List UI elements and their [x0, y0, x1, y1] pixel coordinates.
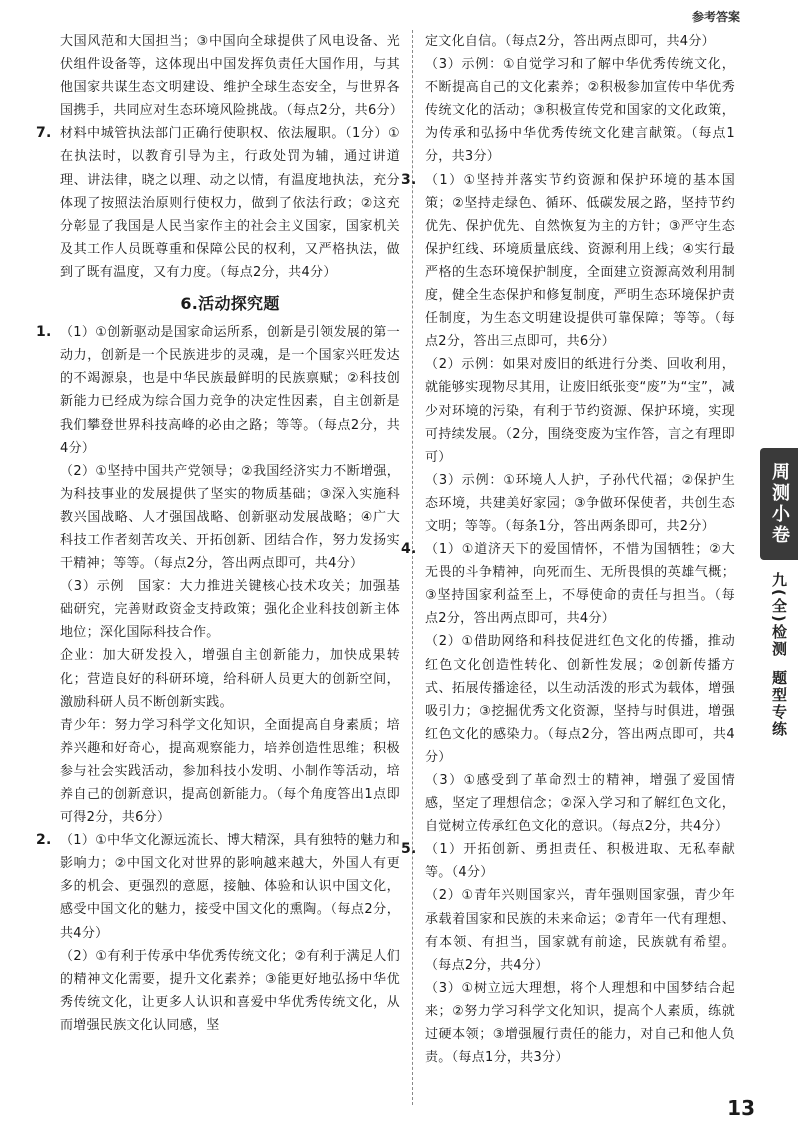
question-number: 3.	[401, 171, 417, 188]
question-3	[401, 169, 735, 539]
question-5	[401, 838, 735, 1069]
answer-part: （2）①坚持中国共产党领导；②我国经济实力不断增强，为科技事业的发展提供了坚实的物质基础；③深入实施科教兴国战略、人才强国战略、创新驱动发展战略；④广大科技工作者刻苦攻关、开拓创新、团结合作，努力发扬实干精神；等等。（每点2分，答出两点即可，共4分）	[60, 463, 400, 572]
answer-part: 企业：加大研发投入，增强自主创新能力，加快成果转化；营造良好的科研环境，给科研人员更大的创新空间，激励科研人员不断创新实践。	[60, 648, 400, 710]
question-number: 7.	[36, 125, 52, 142]
answer-part: （1）①创新驱动是国家命运所系，创新是引领发展的第一动力，创新是一个民族进步的灵魂，是一个国家兴旺发达的不竭源泉，也是中华民族最鲜明的民族禀赋；②科技创新能力已经成为综合国力竞争的决定性因素，自主创新是我们攀登世界科技高峰的必由之路；等等。（每点2分，共4分）	[60, 325, 400, 456]
continued-paragraph: 大国风范和大国担当；③中国向全球提供了风电设备、光伏组件设备等，这体现出中国发挥负责任大国作用，与其他国家共谋生态文明建设、维护全球生态安全，与世界各国携手，共同应对生态环境风险挑战。（每点2分，共6分）	[60, 34, 404, 119]
page-number: 13	[727, 1096, 755, 1120]
side-tab-line2: 题型专练	[770, 669, 788, 738]
answer-part: （2）①借助网络和科技促进红色文化的传播，推动红色文化创造性转化、创新性发展；②创新传播方式、拓展传播途径，以生动活泼的形式为载体，增强吸引力；③挖掘优秀文化资源，坚持与时俱进，增强红色文化的感染力。（每点2分，答出两点即可，共4分）	[425, 634, 735, 765]
question-1	[36, 321, 400, 829]
question-4	[401, 538, 735, 838]
answer-part: （3）①树立远大理想，将个人理想和中国梦结合起来；②努力学习科学文化知识，提高个人素质，练就过硬本领；③增强履行责任的能力，对自己和他人负责。（每点1分，共3分）	[425, 980, 735, 1066]
answer-part: （1）①道济天下的爱国情怀，不惜为国牺牲；②大无畏的斗争精神，向死而生、无所畏惧的英雄气概；③坚持国家利益至上，不辱使命的责任与担当。（每点2分，答出两点即可，共4分）	[425, 542, 735, 627]
question-7	[36, 122, 400, 284]
answer-part: （3）示例 国家：大力推进关键核心技术攻关；加强基础研究，完善财政资金支持政策；强化企业科技创新主体地位；深化国际科技合作。	[60, 579, 400, 641]
question-number: 5.	[401, 841, 417, 858]
section-title: 6.活动探究题	[180, 294, 280, 314]
answer-part: （3）①感受到了革命烈士的精神，增强了爱国情感，坚定了理想信念；②深入学习和了解红色文化，自觉树立传承红色文化的意识。（每点2分，共4分）	[425, 773, 735, 835]
answer-part: （1）开拓创新、勇担责任、积极进取、无私奉献等。（4分）	[425, 842, 735, 881]
question-number: 2.	[36, 832, 52, 849]
header-label: 参考答案	[691, 10, 740, 24]
answer-part: （2）示例：如果对废旧的纸进行分类、回收利用，就能够实现物尽其用，让废旧纸张变“废”为“宝”，减少对环境的污染，有利于节约资源、保护环境，实现可持续发展。（2分，围绕变废为宝作答，言之有理即可）	[425, 357, 735, 465]
side-tab-line1: 九(全)检测	[770, 572, 788, 658]
answer-part: （2）①有利于传承中华优秀传统文化；②有利于满足人们的精神文化需要，提升文化素养；③能更好地弘扬中华优秀传统文化，让更多人认识和喜爱中华优秀传统文化，从而增强民族文化认同感，坚	[60, 948, 400, 1033]
right-column	[401, 30, 735, 1069]
left-column	[36, 30, 404, 1037]
question-2	[36, 829, 400, 1037]
question-number: 1.	[36, 324, 52, 341]
side-tab	[760, 448, 800, 788]
continued-paragraph: 定文化自信。（每点2分，答出两点即可，共4分）	[425, 34, 715, 49]
answer-part: （1）①中华文化源远流长、博大精深，具有独特的魅力和影响力；②中国文化对世界的影响越来越大，外国人有更多的机会、更强烈的意愿，接触、体验和认识中国文化，感受中国文化的魅力，接受中国文化的熏陶。（每点2分，共4分）	[60, 833, 400, 941]
answer-part: （2）①青年兴则国家兴，青年强则国家强，青少年承载着国家和民族的未来命运；②青年一代有理想、有本领、有担当，国家就有前途，民族就有希望。（每点2分，共4分）	[425, 888, 735, 973]
answer-part: （3）示例：①环境人人护，子孙代代福；②保护生态环境，共建美好家园；③争做环保使者，共创生态文明；等等。（每条1分，答出两条即可，共2分）	[425, 472, 735, 534]
question-number: 4.	[401, 541, 417, 558]
answer-part: 青少年：努力学习科学文化知识，全面提高自身素质；培养兴趣和好奇心，提高观察能力，培养创造性思维；积极参与社会实践活动，参加科技小发明、小制作等活动，培养自己的创新意识，提高创新能力。（每个角度答出1点即可得2分，共6分）	[60, 717, 400, 826]
side-tab-block: 周测小卷	[760, 448, 798, 560]
answer-text: 材料中城管执法部门正确行使职权、依法履职。（1分）①在执法时，以教育引导为主，行政处罚为辅，通过讲道理、讲法律，晓之以理、动之以情，有温度地执法，充分体现了按照法治原则行使权力，做到了依法行政；②这充分彰显了我国是人民当家作主的社会主义国家，国家机关及其工作人员既尊重和保障公民的权利，又严格执法，做到了既有温度，又有力度。（每点2分，共4分）	[60, 126, 400, 280]
answer-part: （1）①坚持并落实节约资源和保护环境的基本国策；②坚持走绿色、循环、低碳发展之路，坚持节约优先、保护优先、自然恢复为主的方针；③严守生态保护红线、环境质量底线、资源利用上线；④实行最严格的生态环境保护制度，全面建立资源高效利用制度，健全生态保护和修复制度，严明生态环境保护责任制度，为生态文明建设提供可靠保障；等等。（每点2分，答出三点即可，共6分）	[425, 172, 735, 350]
answer-part: （3）示例：①自觉学习和了解中华优秀传统文化，不断提高自己的文化素养；②积极参加宣传中华优秀传统文化的活动；③积极宣传党和国家的文化政策，为传承和弘扬中华优秀传统文化建言献策。（每点1分，共3分）	[425, 57, 735, 165]
